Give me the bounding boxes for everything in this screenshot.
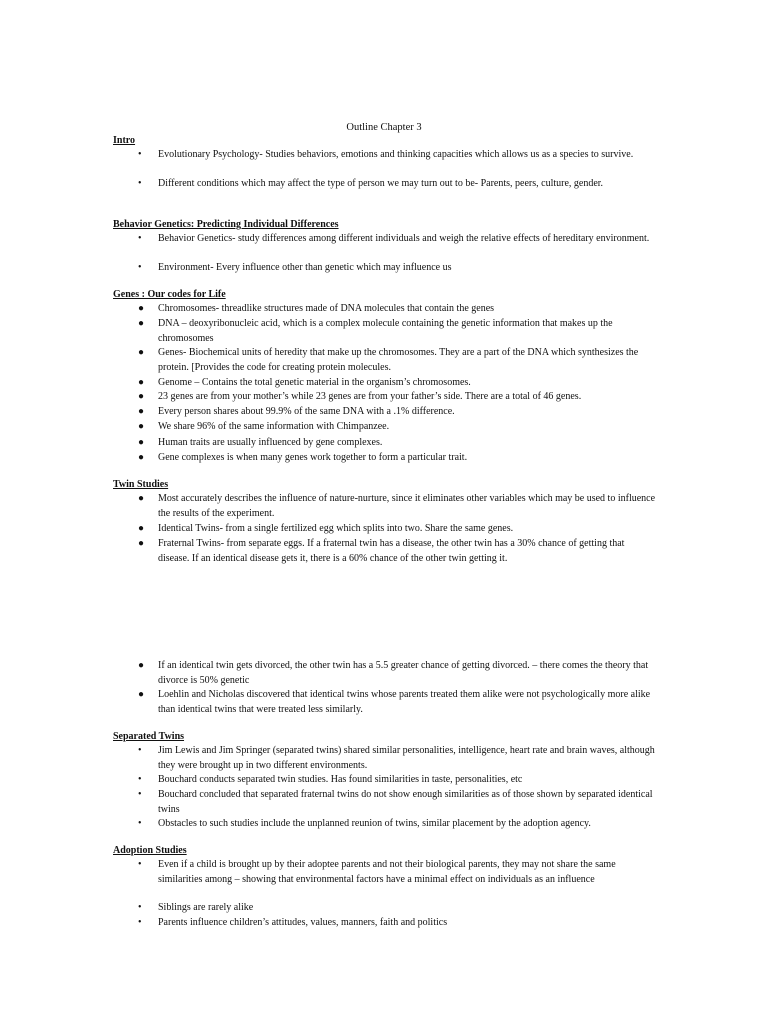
list-item: • Siblings are rarely alike — [138, 902, 254, 913]
list-item: ● Genome – Contains the total genetic material in the organism’s chromosomes. — [138, 377, 471, 388]
list-item: ● Gene complexes is when many genes work together to form a particular trait. — [138, 452, 468, 463]
list-item: ● Human traits are usually influenced by gene complexes. — [138, 437, 383, 448]
section-heading-adoption-studies: Adoption Studies — [113, 845, 187, 856]
list-item: • Jim Lewis and Jim Springer (separated twins) shared similar personalities, intelligence, heart rate and brain waves, although they were brought up in two different environments. — [138, 745, 655, 771]
list-item: ● DNA – deoxyribonucleic acid, which is a complex molecule containing the genetic information that makes up the chromosomes — [138, 318, 613, 344]
section-heading-intro: Intro — [113, 135, 136, 146]
list-item: • Even if a child is brought up by their adoptee parents and not their biological parents, they may not share the same similarities among – showing that environmental factors have a minimal effect on individuals as an influence — [138, 859, 616, 885]
list-item: ● If an identical twin gets divorced, the other twin has a 5.5 greater chance of getting divorced. – there comes the theory that divorce is 50% genetic — [138, 660, 649, 686]
section-heading-behavior-genetics: Behavior Genetics: Predicting Individual Differences — [113, 219, 339, 230]
list-item: • Evolutionary Psychology- Studies behaviors, emotions and thinking capacities which allows us as a species to survive. — [138, 149, 634, 160]
list-item: • Bouchard conducts separated twin studies. Has found similarities in taste, personalities, etc — [138, 774, 523, 785]
list-item: • Obstacles to such studies include the unplanned reunion of twins, similar placement by the adoption agency. — [138, 818, 591, 829]
list-item: ● We share 96% of the same information with Chimpanzee. — [138, 421, 390, 432]
list-item: ● 23 genes are from your mother’s while 23 genes are from your father’s side. There are a total of 46 genes. — [138, 391, 582, 402]
list-item: • Bouchard concluded that separated fraternal twins do not show enough similarities as of those shown by separated identical twins — [138, 789, 653, 815]
list-item: ● Every person shares about 99.9% of the same DNA with a .1% difference. — [138, 406, 455, 417]
section-heading-genes: Genes : Our codes for Life — [113, 289, 226, 300]
page-title: Outline Chapter 3 — [346, 122, 422, 133]
list-item: ● Most accurately describes the influence of nature-nurture, since it eliminates other variables which may be used to influence the results of the experiment. — [138, 493, 656, 519]
list-item: ● Loehlin and Nicholas discovered that identical twins whose parents treated them alike were not psychologically more alike than identical twins that were treated less similarly. — [138, 689, 651, 715]
list-item: • Parents influence children’s attitudes, values, manners, faith and politics — [138, 917, 448, 928]
section-heading-twin-studies: Twin Studies — [113, 479, 169, 490]
list-item: • Environment- Every influence other than genetic which may influence us — [138, 262, 452, 273]
section-heading-separated-twins: Separated Twins — [113, 731, 185, 742]
list-item: • Behavior Genetics- study differences among different individuals and weigh the relative effects of hereditary environment. — [138, 233, 650, 244]
list-item: ● Genes- Biochemical units of heredity that make up the chromosomes. They are a part of the DNA which synthesizes the protein. [Provides the code for creating protein molecules. — [138, 347, 639, 373]
list-item: ● Identical Twins- from a single fertilized egg which splits into two. Share the same genes. — [138, 523, 514, 534]
list-item: ● Fraternal Twins- from separate eggs. If a fraternal twin has a disease, the other twin has a 30% chance of getting that disease. If an identical disease gets it, there is a 60% chance of the other twin getting it. — [138, 538, 625, 564]
list-item: • Different conditions which may affect the type of person we may turn out to be- Parents, peers, culture, gender. — [138, 178, 604, 189]
list-item: ● Chromosomes- threadlike structures made of DNA molecules that contain the genes — [138, 303, 495, 314]
